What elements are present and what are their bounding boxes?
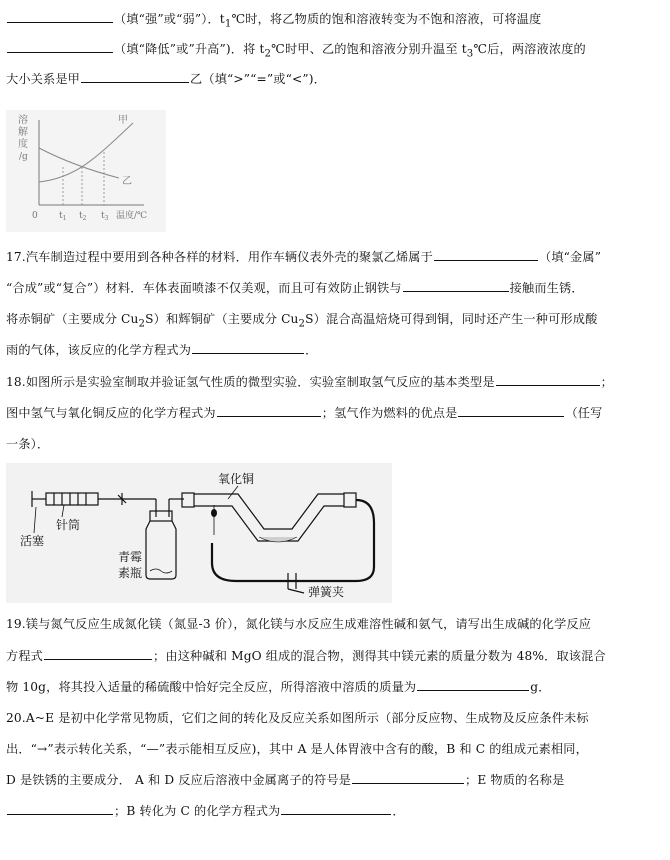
ylabel-char: 度 <box>18 139 28 150</box>
answer-blank[interactable] <box>7 803 113 815</box>
ylabel-char: 溶 <box>18 115 28 126</box>
q19-line-1: 19.镁与氮气反应生成氮化镁（氮显-3 价），氮化镁与水反应生成难溶性碱和氨气，请写出生成碱的化学反应 <box>6 617 592 631</box>
answer-blank[interactable] <box>434 249 538 261</box>
xlabel: 温度/℃ <box>116 211 148 221</box>
ylabel-char: 解 <box>18 127 28 138</box>
label-zhentong: 针筒 <box>56 518 81 532</box>
answer-blank[interactable] <box>217 405 321 417</box>
answer-blank[interactable] <box>192 342 304 354</box>
q17-line-4: 雨的气体，该反应的化学方程式为 ． <box>6 343 318 357</box>
answer-blank[interactable] <box>417 679 529 691</box>
q18-line-3: 一条）． <box>6 437 50 451</box>
answer-blank[interactable] <box>81 71 189 83</box>
q20-line-4: ；B 转化为 C 的化学方程式为 ． <box>6 803 662 819</box>
origin-label: 0 <box>32 211 38 221</box>
label-huosai: 活塞 <box>20 534 45 548</box>
answer-blank[interactable] <box>458 405 564 417</box>
q18-line-1: 18.如图所示是实验室制取并验证氢气性质的微型实验．实验室制取氢气反应的基本类型是 ； <box>6 375 614 389</box>
label-qingmei-2: 素瓶 <box>118 566 143 580</box>
label-yanghuatong: 氧化铜 <box>218 472 255 486</box>
q19-line-3: 物 10g，将其投入适量的稀硫酸中恰好完全反应，所得溶液中溶质的质量为 g． <box>6 680 551 694</box>
curve-jia-label: 甲 <box>118 115 128 126</box>
q17-line-1: 17.汽车制造过程中要用到各种各样的材料．用作车辆仪表外壳的聚氯乙烯属于 （填“金属” <box>6 250 602 264</box>
q16-line-2: （填“降低”或”升高”)．将 $t_2℃$时甲、乙的饱和溶液分别升温至 $t_3℃$后，两溶液浓度的 <box>6 41 662 62</box>
q17-line-3: 将赤铜矿（主要成分 $Cu_2S$）和辉铜矿（主要成分 $Cu_2S$）混合高温焙烧可得到铜，同时还产生一种可形成酸 <box>6 312 598 330</box>
q16-line-1: （填“强”或“弱”）．$t_1℃$时，将乙物质的饱和溶液转变为不饱和溶液，可将温度 <box>6 11 662 32</box>
tick-t2: $t_2$ <box>79 211 87 222</box>
label-tanhuangjia: 弹簧夹 <box>308 585 345 599</box>
answer-blank[interactable] <box>352 772 464 784</box>
curve-yi-label: 乙 <box>122 176 132 187</box>
ylabel-unit: /g <box>19 152 28 162</box>
q18-line-2: 图中氢气与氧化铜反应的化学方程式为 ；氢气作为燃料的优点是 （任写 <box>6 406 603 420</box>
hydrogen-apparatus-figure <box>6 463 392 603</box>
q20-line-3: D 是铁锈的主要成分． A 和 D 反应后溶液中金属离子的符号是 ；E 物质的名称是 <box>6 773 565 787</box>
q19-line-2: 方程式 ；由这种碱和 MgO 组成的混合物，测得其中镁元素的质量分数为 48%．取该混合 <box>6 649 606 663</box>
answer-blank[interactable] <box>44 648 152 660</box>
answer-blank[interactable] <box>496 374 600 386</box>
answer-blank[interactable] <box>7 41 113 53</box>
answer-blank[interactable] <box>403 280 509 292</box>
q20-line-2: 出．“→”表示转化关系，“—”表示能相互反应)，其中 A 是人体胃液中含有的酸，B 和 C 的组成元素相同， <box>6 742 588 756</box>
q17-line-2: “合成”或“复合”）材料．车体表面喷漆不仅美观，而且可有效防止钢铁与 接触而生锈． <box>6 281 584 295</box>
q20-line-1: 20.A~E 是初中化学常见物质，它们之间的转化及反应关系如图所示（部分反应物、生成物及反应条件未标 <box>6 711 589 725</box>
answer-blank[interactable] <box>281 803 391 815</box>
q16-line-3: 大小关系是甲 乙（填“>”“=”或“<”)． <box>6 72 326 86</box>
tick-t1: $t_1$ <box>59 211 67 222</box>
tick-t3: $t_3$ <box>101 211 109 222</box>
solubility-graph <box>6 110 166 232</box>
label-qingmei-1: 青霉 <box>118 550 143 564</box>
answer-blank[interactable] <box>7 11 113 23</box>
